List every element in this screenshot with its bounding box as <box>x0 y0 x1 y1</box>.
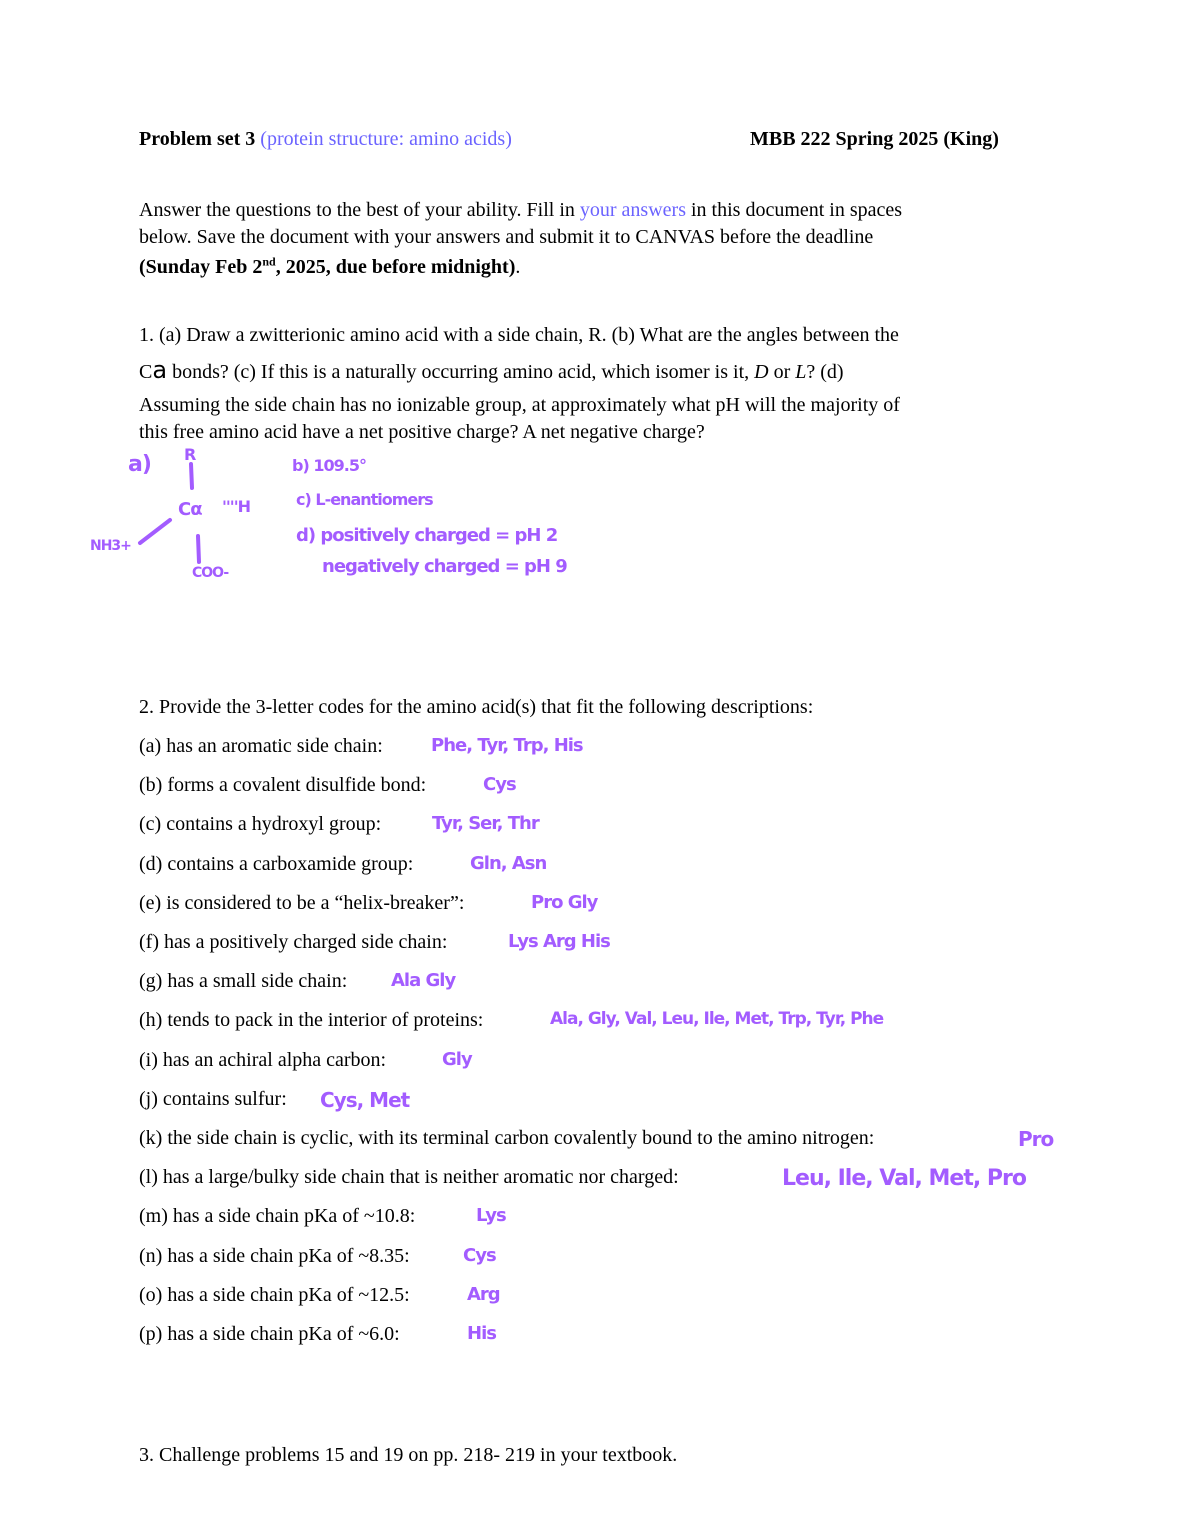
q2-item-question: (e) is considered to be a “helix-breaker”: <box>139 892 465 914</box>
q2-item-answer: Tyr, Ser, Thr <box>432 813 539 834</box>
q2-item-answer: Cys <box>463 1245 496 1266</box>
q2-item-question: (g) has a small side chain: <box>139 970 348 992</box>
isomer-or: or <box>768 361 796 383</box>
q2-item-answer: Leu, Ile, Val, Met, Pro <box>782 1166 1026 1191</box>
isomer-l: L <box>795 361 807 383</box>
q2-item-answer: Ala Gly <box>391 970 456 991</box>
q2-item-question: (c) contains a hydroxyl group: <box>139 813 382 835</box>
hw-b-answer: b) 109.5° <box>292 456 366 475</box>
q2-item-question: (l) has a large/bulky side chain that is neither aromatic nor charged: <box>139 1166 679 1188</box>
isomer-d: D <box>754 361 769 383</box>
your-answers-text: your answers <box>579 199 686 221</box>
hw-c-answer: c) L-enantiomers <box>296 490 433 509</box>
q2-item-question: (f) has a positively charged side chain: <box>139 931 448 953</box>
q2-item-question: (d) contains a carboxamide group: <box>139 853 414 875</box>
q2-item-question: (i) has an achiral alpha carbon: <box>139 1049 387 1071</box>
q2-item-answer: Phe, Tyr, Trp, His <box>431 735 583 756</box>
q1-line-2-end: ? (d) <box>806 361 844 383</box>
deadline-period: . <box>515 256 521 278</box>
q2-item-question: (m) has a side chain pKa of ~10.8: <box>139 1205 416 1227</box>
alpha-symbol: a <box>152 356 168 384</box>
hw-coo: COO- <box>192 565 229 581</box>
hw-d-answer-1: d) positively charged = pH 2 <box>296 525 558 546</box>
hw-alpha-carbon: Cα <box>178 499 202 520</box>
q2-item-question: (h) tends to pack in the interior of proteins: <box>139 1009 484 1031</box>
q2-item-answer: Lys Arg His <box>508 931 610 952</box>
q2-item-answer: Gly <box>442 1049 472 1070</box>
q2-item-question: (k) the side chain is cyclic, with its terminal carbon covalently bound to the amino nitrogen: <box>139 1127 875 1149</box>
deadline-text-a: (Sunday Feb 2 <box>139 256 263 278</box>
hw-nh3: NH3+ <box>90 538 131 554</box>
q1-line-4: this free amino acid have a net positive charge? A net negative charge? <box>139 421 705 443</box>
q2-item-question: (n) has a side chain pKa of ~8.35: <box>139 1245 410 1267</box>
q1-line-1: 1. (a) Draw a zwitterionic amino acid with a side chain, R. (b) What are the angles between the <box>139 324 899 346</box>
q2-item-answer: Ala, Gly, Val, Leu, Ile, Met, Trp, Tyr, Phe <box>550 1009 884 1029</box>
q1-c-letter: C <box>139 361 153 383</box>
q2-item-answer: Cys <box>483 774 516 795</box>
problem-set-subtitle: (protein structure: amino acids) <box>260 128 512 150</box>
q2-item-question: (a) has an aromatic side chain: <box>139 735 383 757</box>
hw-h-mark: ''''H <box>222 497 250 516</box>
deadline-text-b: , 2025, due before midnight) <box>275 256 516 278</box>
q2-intro: 2. Provide the 3-letter codes for the amino acid(s) that fit the following descriptions: <box>139 696 814 718</box>
q3-text: 3. Challenge problems 15 and 19 on pp. 218- 219 in your textbook. <box>139 1444 678 1466</box>
r-bond-stroke <box>191 464 192 488</box>
course-label: MBB 222 Spring 2025 (King) <box>750 128 999 150</box>
intro-text-a: Answer the questions to the best of your ability. Fill in <box>139 199 580 221</box>
q2-item-answer: Lys <box>476 1205 506 1226</box>
q2-item-answer: Gln, Asn <box>470 853 547 874</box>
hw-a-label: a) <box>128 452 151 477</box>
deadline-superscript: nd <box>262 254 276 269</box>
q2-item-question: (b) forms a covalent disulfide bond: <box>139 774 427 796</box>
q2-item-question: (o) has a side chain pKa of ~12.5: <box>139 1284 410 1306</box>
q2-item-answer: Cys, Met <box>320 1088 410 1112</box>
intro-text-b: in this document in spaces <box>685 199 903 221</box>
q2-item-answer: Arg <box>467 1284 500 1305</box>
q2-item-answer: Pro <box>1018 1127 1054 1151</box>
q2-item-answer: His <box>467 1323 496 1344</box>
q2-item-question: (p) has a side chain pKa of ~6.0: <box>139 1323 400 1345</box>
coo-bond-stroke <box>198 536 199 562</box>
intro-line-2: below. Save the document with your answers and submit it to CANVAS before the deadline <box>139 226 874 248</box>
hw-r-group: R <box>184 445 196 464</box>
q2-item-question: (j) contains sulfur: <box>139 1088 287 1110</box>
hw-d-answer-2: negatively charged = pH 9 <box>322 556 567 577</box>
nh3-bond-stroke <box>140 520 170 543</box>
q1-line-3: Assuming the side chain has no ionizable group, at approximately what pH will the majority of <box>139 394 900 416</box>
problem-set-title: Problem set 3 <box>139 128 256 150</box>
q2-item-answer: Pro Gly <box>531 892 598 913</box>
q1-line-2-text: bonds? (c) If this is a naturally occurring amino acid, which isomer is it, <box>167 361 755 383</box>
